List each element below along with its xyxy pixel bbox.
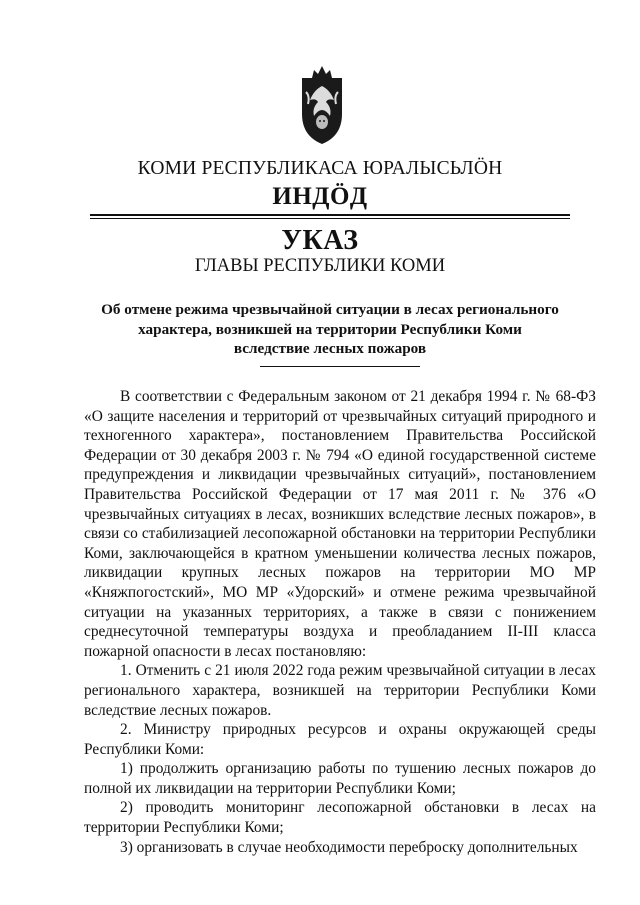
document-type-komi: ИНДÖД [272,183,368,210]
subject-line: вследствие лесных пожаров [233,340,427,357]
komi-coat-of-arms-icon [298,64,346,146]
authority-name-komi: КОМИ РЕСПУБЛИКАСА ЮРАЛЫСЬЛÖН [137,158,503,179]
header-divider [90,214,570,216]
decree-issuer: ГЛАВЫ РЕСПУБЛИКИ КОМИ [194,256,446,276]
decree-subitem-2-2: 2) проводить мониторинг лесопожарной обстановки в лесах на территории Республики Коми; [84,799,596,837]
header-divider-thin [90,218,570,219]
subject-line: Об отмене режима чрезвычайной ситуации в лесах регионального [101,301,559,318]
decree-title: УКАЗ [281,225,359,256]
subject-line: характера, возникшей на территории Республики Коми [138,320,522,338]
decree-subject [100,300,560,359]
preamble-paragraph: В соответствии с Федеральным законом от 21 декабря 1994 г. № 68-ФЗ «О защите населения и территорий от чрезвычайных ситуаций природного и техногенного характера», постановлением Правительства Российской Федерации от 30 декабря 2003 г. № 794 «О единой государственной системе предупреждения и ликвидации чрезвычайных ситуаций», постановлением Правительства Российской Федерации от 17 мая 2011 г. № 376 «О чрезвычайных ситуациях в лесах, возникших вследствие лесных пожаров», в связи со стабилизацией лесопожарной обстановки на территории Республики Коми, заключающейся в кратном уменьшении количества лесных пожаров, ликвидации крупных лесных пожаров на территории МО МР «Княжпогостский», МО МР «Удорский» и отмене режима чрезвычайной ситуации на указанных территориях, а также в связи с понижением среднесуточной температуры воздуха и преобладанием II-III класса пожарной опасности в лесах постановляю: [84,388,596,660]
decree-body [84,387,596,857]
decree-item-2: 2. Министру природных ресурсов и охраны окружающей среды Республики Коми: [84,721,596,758]
decree-subitem-2-1: 1) продолжить организацию работы по тушению лесных пожаров до полной их ликвидации на территории Республики Коми; [84,760,596,797]
decree-item-1: 1. Отменить с 21 июля 2022 года режим чрезвычайной ситуации в лесах регионального характера, возникшей на территории Республики Коми вследствие лесных пожаров. [84,662,596,719]
decree-subitem-2-3: 3) организовать в случае необходимости переброску дополнительных [120,838,578,856]
subject-underline [260,366,420,367]
